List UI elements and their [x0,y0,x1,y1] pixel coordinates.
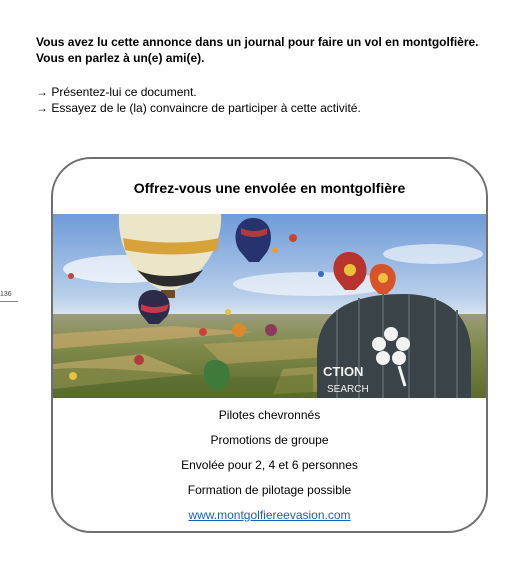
instruction-2: → Essayez de le (la) convaincre de participer à cette activité. [36,101,361,115]
intro-line-1: Vous avez lu cette annonce dans un journal pour faire un vol en montgolfière. [36,35,479,49]
feature-item: Formation de pilotage possible [187,483,352,497]
intro-text [36,34,506,66]
feature-list [53,403,486,528]
balloon-text-line-2: SEARCH [327,384,369,395]
instruction-1: → Présentez-lui ce document. [36,85,197,99]
intro-line-2: Vous en parlez à un(e) ami(e). [36,51,205,65]
feature-item: Envolée pour 2, 4 et 6 personnes [181,458,358,472]
balloon-photo-illustration [53,214,488,398]
page-number: 136 [0,291,12,298]
ad-title: Offrez-vous une envolée en montgolfière [133,180,406,196]
ad-link-row [53,503,486,528]
page-number-rule [0,301,18,302]
action-research-balloon [317,294,471,398]
balloon-photo [53,214,488,398]
advertisement-card [51,157,488,533]
feature-item: Pilotes chevronnés [218,408,321,422]
website-link[interactable]: www.montgolfiereevasion.com [188,508,351,522]
balloon-text-line-1: CTION [323,364,364,379]
instructions [36,84,506,116]
feature-item: Promotions de groupe [210,433,329,447]
